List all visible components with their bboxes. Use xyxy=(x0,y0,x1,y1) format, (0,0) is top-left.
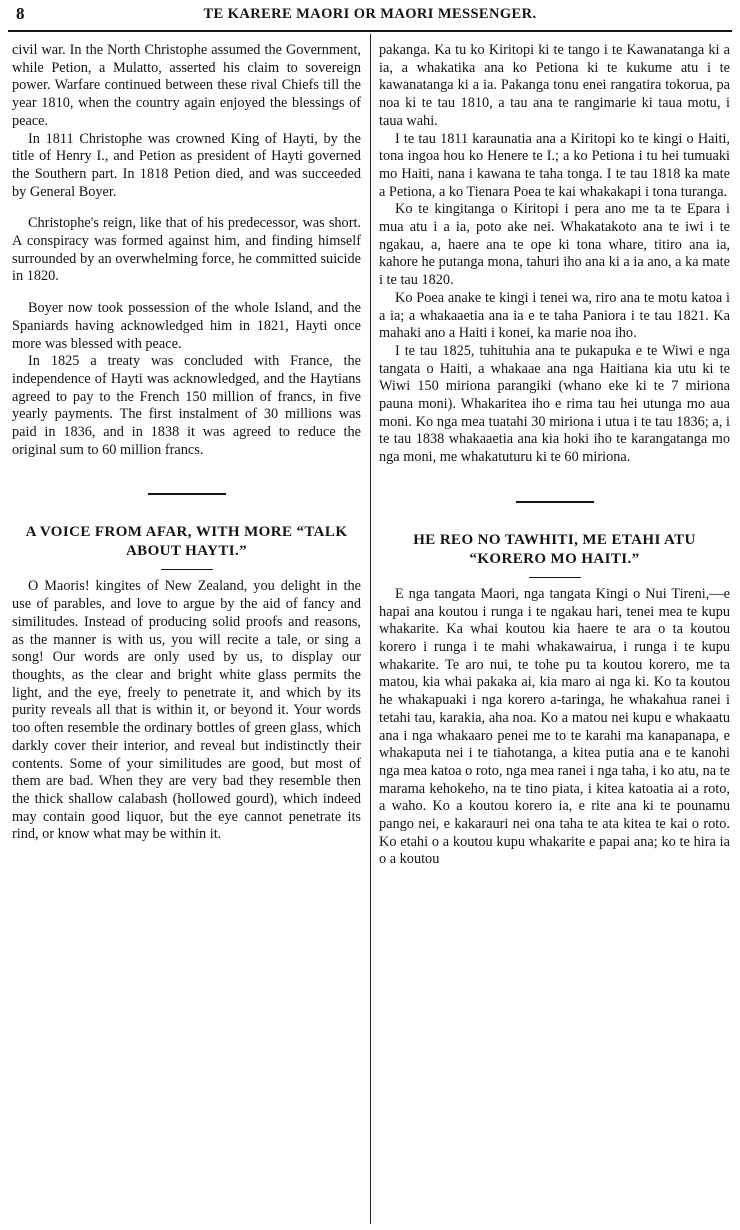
running-title: TE KARERE MAORI OR MAORI MESSENGER. xyxy=(203,6,537,22)
two-column-body xyxy=(8,34,732,1224)
maori-paragraph: I te tau 1811 karaunatia ana a Kiritopi ko te kingi o Haiti, tona ingoa hou ko Henere te I.; a ko Petiona i tu hei tumuaki mo Haiti, nana i kawana te taha tonga. I te tau 1818 ka mate a Petiona, a ko Tienara Poea te kai whakakapi i tona turanga. xyxy=(379,130,730,200)
english-paragraph: civil war. In the North Christophe assumed the Government, while Petion, a Mulatto, asserted his claim to sovereign power. Warfare continued between these rival Chiefs till the year 1810, when the country again enjoyed the blessings of peace. xyxy=(12,42,361,129)
maori-section-heading: HE REO NO TAWHITI, ME ETAHI ATU “KORERO MO HAITI.” xyxy=(413,531,696,567)
english-paragraph: Christophe's reign, like that of his predecessor, was short. A conspiracy was formed against him, and finding himself surrounded by an overwhelming force, he committed suicide in 1820. xyxy=(12,215,361,285)
heading-rule xyxy=(529,577,581,578)
header-rule xyxy=(8,30,732,32)
page-number: 8 xyxy=(16,4,25,23)
english-section-heading: A VOICE FROM AFAR, WITH MORE “TALK ABOUT HAYTI.” xyxy=(25,524,348,560)
english-paragraph: In 1825 a treaty was concluded with France, the independence of Hayti was acknowledged, and the Haytians agreed to pay to the French 150 million of francs, in five yearly payments. The first instalment of 30 millions was paid in 1836, and in 1838 it was agreed to reduce the original sum to 60 million francs. xyxy=(12,353,361,458)
maori-section-body: E nga tangata Maori, nga tangata Kingi o Nui Tireni,—e hapai ana koutou i runga i te ngakau hari, tenei mea te kupu whakarite. Ka whai koutou kia haere te ara o ta koutou korero i runga i te mahi whakawairua, i runga i te kupu whakarite. Te aro nui, te tohe pu ta koutou korero, me ta matou, kia whai pakaka ai, kia maro ai nga ki. Ko ta koutou he whakapuaki i nga korero a-taringa, he whakahua ranei i tetahi tau, karakia, aha noa. Ko a matou nei kupu e whakaatu ana i nga whakaaro penei me to te karahi ma kanapanapa, e whakaputa nei i te tiahotanga, a kitea putia ana e te kanohi nga mea katoa o roto, nga mea ranei i nga taha, i ko atu, na te marama kehokeho, na te tino piata, i kitea katoatia ai a roto, a waho. Ko a koutou korero ia, e rite ana ki te pounamu pango nei, e kakarauri nei ona taha te ata kitea te kai o roto. Ko etahi o a koutou kupu whakarite e papai ana; ko te hira ia o a koutou xyxy=(379,585,730,868)
page-header xyxy=(8,0,732,30)
english-column xyxy=(8,34,370,1224)
maori-paragraph: Ko Poea anake te kingi i tenei wa, riro ana te motu katoa i a ia; a whakaaetia ana ia e te taha Paniora i te tau 1821. Ka mahaki ano a Haiti i konei, ka marie noa iho. xyxy=(379,289,730,342)
english-paragraph: In 1811 Christophe was crowned King of Hayti, by the title of Henry I., and Petion as president of Hayti governed the Southern part. In 1818 Petion died, and was succeeded by General Boyer. xyxy=(12,130,361,200)
maori-paragraph: pakanga. Ka tu ko Kiritopi ki te tango i te Kawanatanga ki a ia, a whakatika ana ko Petiona ki te kukume atu i te kawanatanga ki a ia. Pakanga tonu enei rangatira tokorua, pa noa ki te tau 1810, a tau ana te rangimarie ki taua motu, i taua wahi. xyxy=(379,42,730,129)
maori-column xyxy=(370,34,732,1224)
heading-rule xyxy=(161,569,213,570)
english-paragraph: Boyer now took possession of the whole Island, and the Spaniards having acknowledged him in 1821, Hayti once more was blessed with peace. xyxy=(12,300,361,352)
english-section-body: O Maoris! kingites of New Zealand, you delight in the use of parables, and love to argue by the aid of fancy and similitudes. Instead of producing solid proofs and reasons, as the manner is with us, you will recite a tale, or sing a song! Our words are only used by us, to display our thoughts, as the clear and bright white glass permits the light, and the eye, freely to penetrate it, and which by its purity reveals all that is within it, or beyond it. Your words too often resemble the ordinary bottles of green glass, which darkly cover their interior, and reveal but indistinctly their contents. Some of your similitudes are good, but most of them are bad. When they are very bad they resemble then the thick shallow calabash (hollowed gourd), which indeed may contain good liquor, but the eye cannot penetrate its rind, or know what may be within it. xyxy=(12,578,361,843)
maori-paragraph: Ko te kingitanga o Kiritopi i pera ano me ta te Epara i mua atu i a ia, poto ake nei. Whakatakoto ana te iwi i te ngakau, a, haere ana te ope ki tona whare, titiro ana ia, kahore he putanga mona, tahuri iho ana ki a ia ano, a ka mate i te tau 1820. xyxy=(379,201,730,289)
section-separator xyxy=(516,501,594,503)
maori-paragraph: I te tau 1825, tuhituhia ana te pukapuka e te Wiwi e nga tangata o Haiti, a whakaae ana nga Haitiana kia utu ki te Wiwi 150 miriona parangiki (whano eke ki te 7 miriona pauna moni). Whakaritea iho e rima tau hei utunga mo aua moni. Ko nga mea tuatahi 30 miriona i utua i te tau 1836; a, i te tau 1838 whakaaetia ana kia hoki iho te karangatanga mo nga moni, me whakatuturu ki te 60 miriona. xyxy=(379,342,730,466)
section-separator xyxy=(148,493,226,495)
